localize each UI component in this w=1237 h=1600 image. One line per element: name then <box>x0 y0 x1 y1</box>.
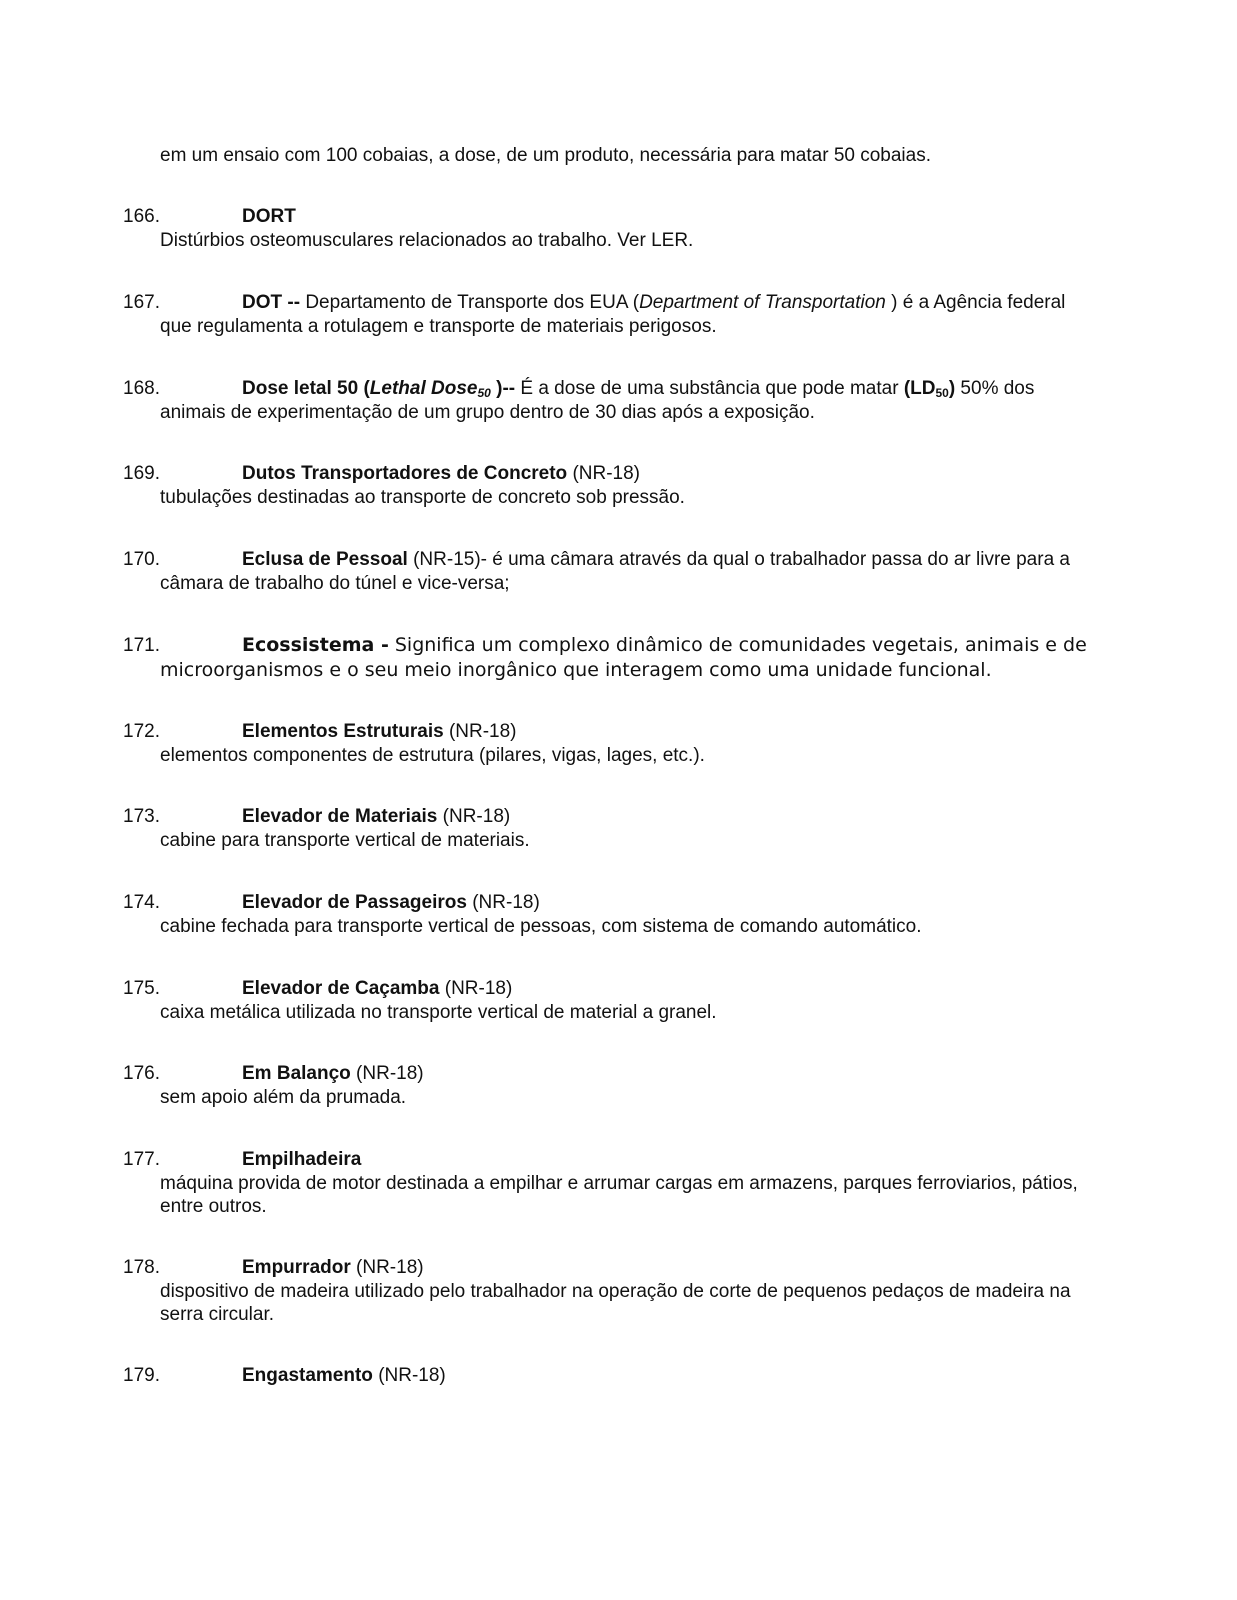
entry-definition: elementos componentes de estrutura (pilares, vigas, lages, etc.). <box>160 745 705 766</box>
entry-definition: caixa metálica utilizada no transporte vertical de material a granel. <box>160 1002 717 1023</box>
entry-heading <box>242 377 1034 401</box>
entry-term: Dose letal 50 ( <box>242 378 370 399</box>
entry-number: 169. <box>123 463 160 484</box>
entry-term: Dutos Transportadores de Concreto <box>242 463 568 484</box>
entry-term: Eclusa de Pessoal <box>242 549 408 570</box>
entry-definition: máquina provida de motor destinada a empilhar e arrumar cargas em armazens, parques ferroviarios, pátios, <box>160 1173 1078 1194</box>
entry-reference: (NR-15)- é uma câmara através da qual o trabalhador passa do ar livre para a <box>407 549 1070 570</box>
entry-text: ) é a Agência federal <box>885 292 1066 313</box>
entry-reference: (NR-18) <box>350 1257 424 1278</box>
entry-number: 176. <box>123 1063 160 1084</box>
entry-subscript: 50 <box>477 386 491 400</box>
entry-reference: Significa um complexo dinâmico de comunidades vegetais, animais e de <box>388 634 1087 656</box>
entry-text: 50% dos <box>955 378 1035 399</box>
entry-heading <box>242 720 517 744</box>
entry-number: 179. <box>123 1365 160 1386</box>
entry-reference: (NR-18) <box>567 463 641 484</box>
entry-term: DOT -- <box>242 292 301 313</box>
entry-definition: cabine fechada para transporte vertical de pessoas, com sistema de comando automático. <box>160 916 922 937</box>
entry-heading <box>242 1256 424 1280</box>
entry-reference: (NR-18) <box>466 892 540 913</box>
entry-term: Empilhadeira <box>242 1149 362 1170</box>
entry-reference: (NR-18) <box>437 806 511 827</box>
entry-italic: Department of Transportation <box>639 292 886 313</box>
entry-heading <box>242 1364 446 1388</box>
entry-heading <box>242 291 1065 315</box>
entry-abbrev: (LD <box>903 378 936 399</box>
entry-definition: câmara de trabalho do túnel e vice-versa; <box>160 573 510 594</box>
entry-abbrev: ) <box>948 378 956 399</box>
entry-reference: (NR-18) <box>350 1063 424 1084</box>
entry-term: Elevador de Passageiros <box>242 892 467 913</box>
entry-number: 177. <box>123 1149 160 1170</box>
entry-term: Engastamento <box>242 1365 373 1386</box>
entry-number: 178. <box>123 1257 160 1278</box>
entry-heading <box>242 805 510 829</box>
entry-term: Elementos Estruturais <box>242 721 444 742</box>
entry-term: DORT <box>242 206 296 227</box>
entry-number: 175. <box>123 978 160 999</box>
entry-number: 170. <box>123 549 160 570</box>
entry-term-italic: Lethal Dose <box>369 378 478 399</box>
entry-reference: (NR-18) <box>372 1365 446 1386</box>
entry-number: 174. <box>123 892 160 913</box>
intro-text: em um ensaio com 100 cobaias, a dose, de um produto, necessária para matar 50 cobaias. <box>160 145 931 166</box>
entry-definition: que regulamenta a rotulagem e transporte de materiais perigosos. <box>160 316 717 337</box>
entry-number: 172. <box>123 721 160 742</box>
entry-definition: tubulações destinadas ao transporte de concreto sob pressão. <box>160 487 685 508</box>
entry-reference: (NR-18) <box>439 978 513 999</box>
entry-subscript: 50 <box>935 386 949 400</box>
entry-text: Departamento de Transporte dos EUA ( <box>300 292 640 313</box>
entry-heading <box>242 205 296 229</box>
entry-definition: dispositivo de madeira utilizado pelo trabalhador na operação de corte de pequenos pedaços de madeira na <box>160 1281 1071 1302</box>
entry-definition: microorganismos e o seu meio inorgânico que interagem como uma unidade funcional. <box>160 659 992 681</box>
entry-number: 168. <box>123 378 160 399</box>
entry-definition: Distúrbios osteomusculares relacionados ao trabalho. Ver LER. <box>160 230 694 251</box>
entry-reference: (NR-18) <box>443 721 517 742</box>
entry-definition: animais de experimentação de um grupo dentro de 30 dias após a exposição. <box>160 402 815 423</box>
entry-term: Ecossistema - <box>242 634 389 656</box>
entry-heading <box>242 977 512 1001</box>
entry-number: 166. <box>123 206 160 227</box>
entry-definition: serra circular. <box>160 1304 275 1325</box>
entry-definition: cabine para transporte vertical de materiais. <box>160 830 530 851</box>
entry-heading <box>242 548 1070 572</box>
entry-term: Em Balanço <box>242 1063 351 1084</box>
entry-term: Elevador de Materiais <box>242 806 438 827</box>
entry-definition: entre outros. <box>160 1196 267 1217</box>
entry-heading <box>242 1148 361 1172</box>
entry-number: 167. <box>123 292 160 313</box>
entry-heading <box>242 891 540 915</box>
entry-term: Empurrador <box>242 1257 351 1278</box>
entry-heading <box>242 462 640 486</box>
entry-definition: sem apoio além da prumada. <box>160 1087 407 1108</box>
entry-number: 171. <box>123 635 160 656</box>
entry-term: Elevador de Caçamba <box>242 978 440 999</box>
entry-text: É a dose de uma substância que pode matar <box>515 378 904 399</box>
entry-heading <box>242 633 1087 657</box>
entry-term: )-- <box>490 378 516 399</box>
entry-heading <box>242 1062 424 1086</box>
entry-number: 173. <box>123 806 160 827</box>
